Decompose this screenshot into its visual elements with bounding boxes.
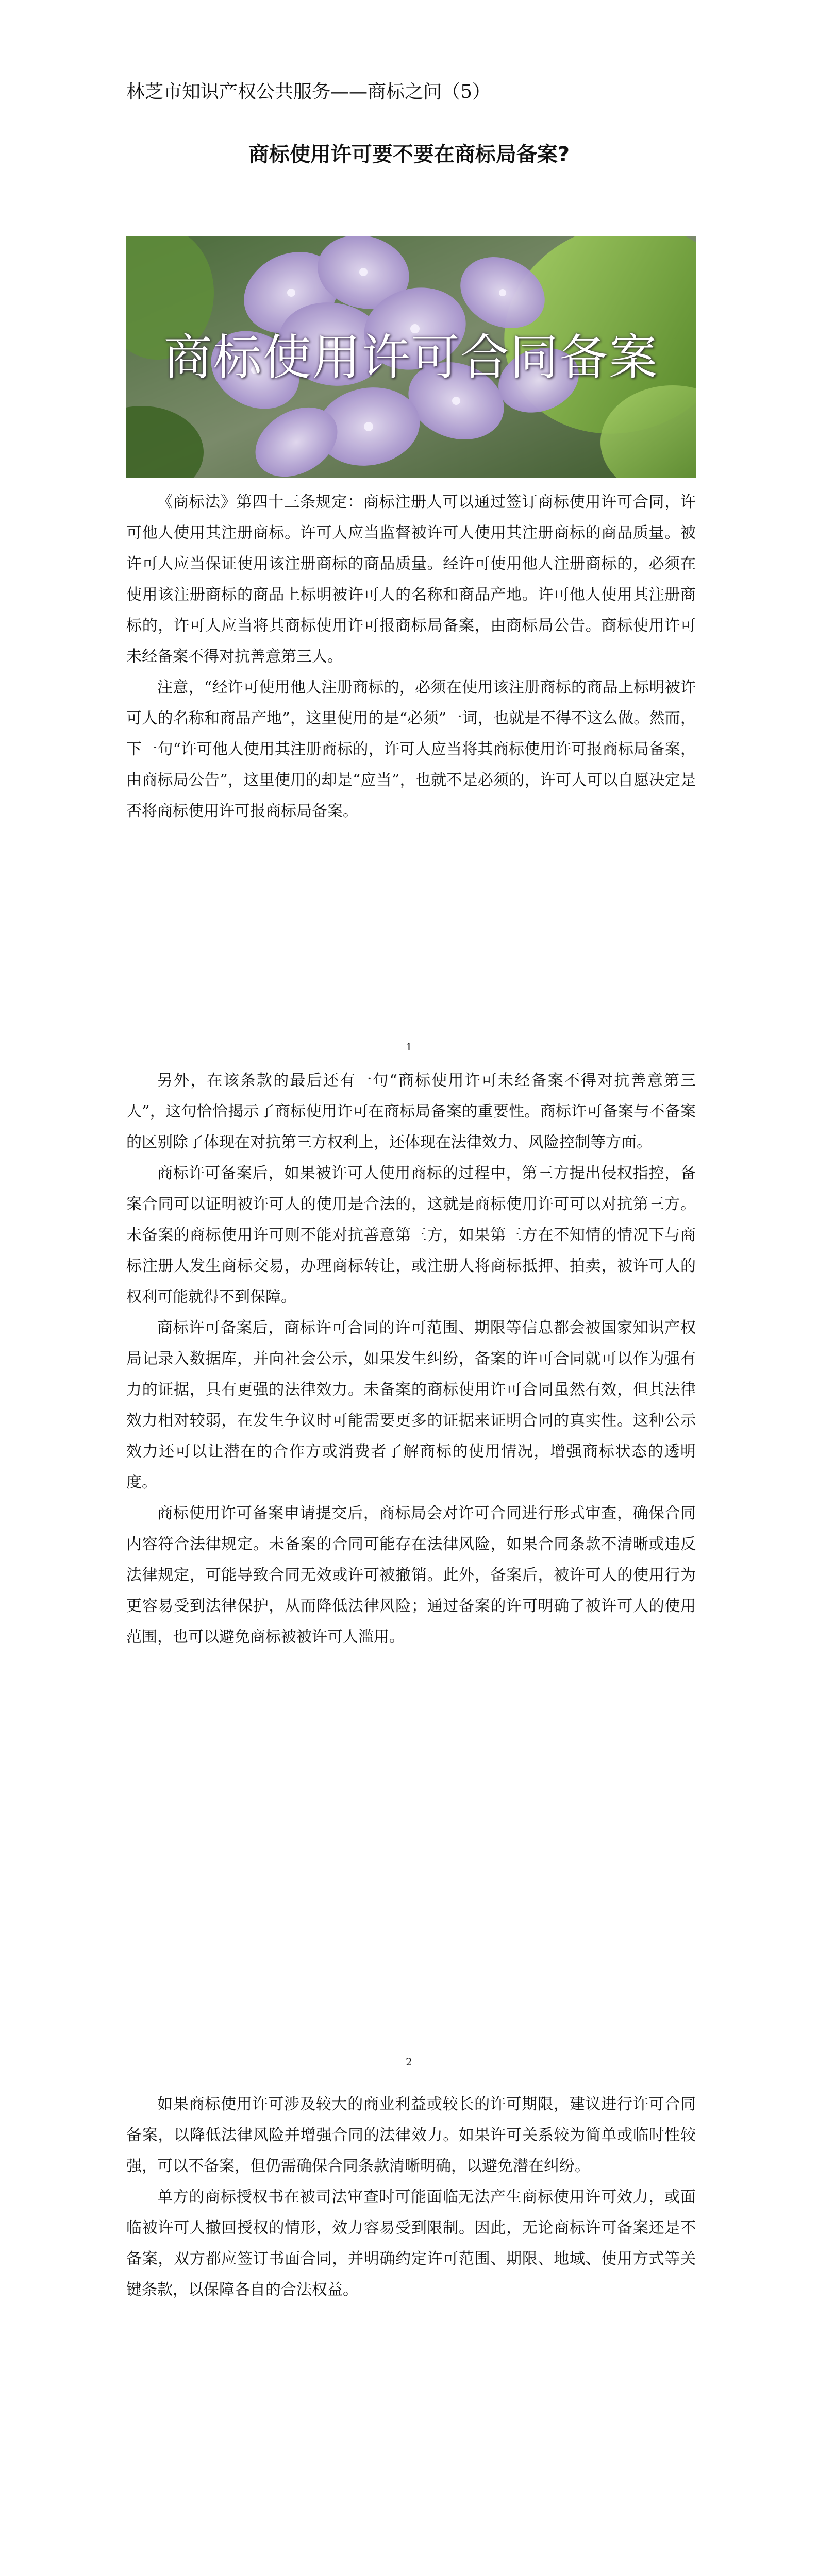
paragraph: 另外，在该条款的最后还有一句“商标使用许可未经备案不得对抗善意第三人”，这句恰恰揭示了商标使用许可在商标局备案的重要性。商标许可备案与不备案的区别除了体现在对抗第三方权利上，还体现在法律效力、风险控制等方面。 (126, 1072, 696, 1151)
paragraph: 《商标法》第四十三条规定：商标注册人可以通过签订商标使用许可合同，许可他人使用其注册商标。许可人应当监督被许可人使用其注册商标的商品质量。被许可人应当保证使用该注册商标的商品质量。经许可使用他人注册商标的，必须在使用该注册商标的商品上标明被许可人的名称和商品产地。许可他人使用其注册商标的，许可人应当将其商标使用许可报商标局备案，由商标局公告。商标使用许可未经备案不得对抗善意第三人。 (126, 493, 696, 666)
page-2 (126, 1065, 696, 1653)
paragraph: 如果商标使用许可涉及较大的商业利益或较长的许可期限，建议进行许可合同备案，以降低法律风险并增强合同的法律效力。如果许可关系较为简单或临时性较强，可以不备案，但仍需确保合同条款清晰明确，以避免潜在纠纷。 (126, 2095, 696, 2175)
banner-caption: 商标使用许可合同备案 (163, 330, 659, 386)
paragraph: 商标许可备案后，商标许可合同的许可范围、期限等信息都会被国家知识产权局记录入数据库，并向社会公示，如果发生纠纷，备案的许可合同就可以作为强有力的证据，具有更强的法律效力。未备案的商标使用许可合同虽然有效，但其法律效力相对较弱，在发生争议时可能需要更多的证据来证明合同的真实性。这种公示效力还可以让潜在的合作方或消费者了解商标的使用情况，增强商标状态的透明度。 (126, 1319, 696, 1492)
paragraph: 商标使用许可备案申请提交后，商标局会对许可合同进行形式审查，确保合同内容符合法律规定。未备案的合同可能存在法律风险，如果合同条款不清晰或违反法律规定，可能导致合同无效或许可被撤销。此外，备案后，被许可人的使用行为更容易受到法律保护，从而降低法律风险；通过备案的许可明确了被许可人的使用范围，也可以避免商标被被许可人滥用。 (126, 1504, 696, 1646)
banner-image (126, 236, 696, 478)
paragraph: 注意，“经许可使用他人注册商标的，必须在使用该注册商标的商品上标明被许可人的名称和商品产地”，这里使用的是“必须”一词，也就是不得不这么做。然而，下一句“许可他人使用其注册商标的，许可人应当将其商标使用许可报商标局备案，由商标局公告”，这里使用的却是“应当”，也就不是必须的，许可人可以自愿决定是否将商标使用许可报商标局备案。 (126, 679, 696, 820)
page-1 (126, 487, 696, 827)
paragraph: 单方的商标授权书在被司法审查时可能面临无法产生商标使用许可效力，或面临被许可人撤回授权的情形，效力容易受到限制。因此，无论商标许可备案还是不备案，双方都应签订书面合同，并明确约定许可范围、期限、地域、使用方式等关键条款，以保障各自的合法权益。 (126, 2188, 696, 2299)
document-subtitle: 商标使用许可要不要在商标局备案? (248, 143, 570, 166)
page-number: 1 (406, 1041, 412, 1053)
document-title: 林芝市知识产权公共服务——商标之问（5） (126, 81, 491, 103)
paragraph: 商标许可备案后，如果被许可人使用商标的过程中，第三方提出侵权指控，备案合同可以证明被许可人的使用是合法的，这就是商标使用许可可以对抗第三方。未备案的商标使用许可则不能对抗善意第三方，如果第三方在不知情的情况下与商标注册人发生商标交易，办理商标转让，或注册人将商标抵押、拍卖，被许可人的权利可能就得不到保障。 (126, 1164, 696, 1306)
page-3 (126, 2089, 696, 2306)
page-number: 2 (406, 2056, 412, 2068)
